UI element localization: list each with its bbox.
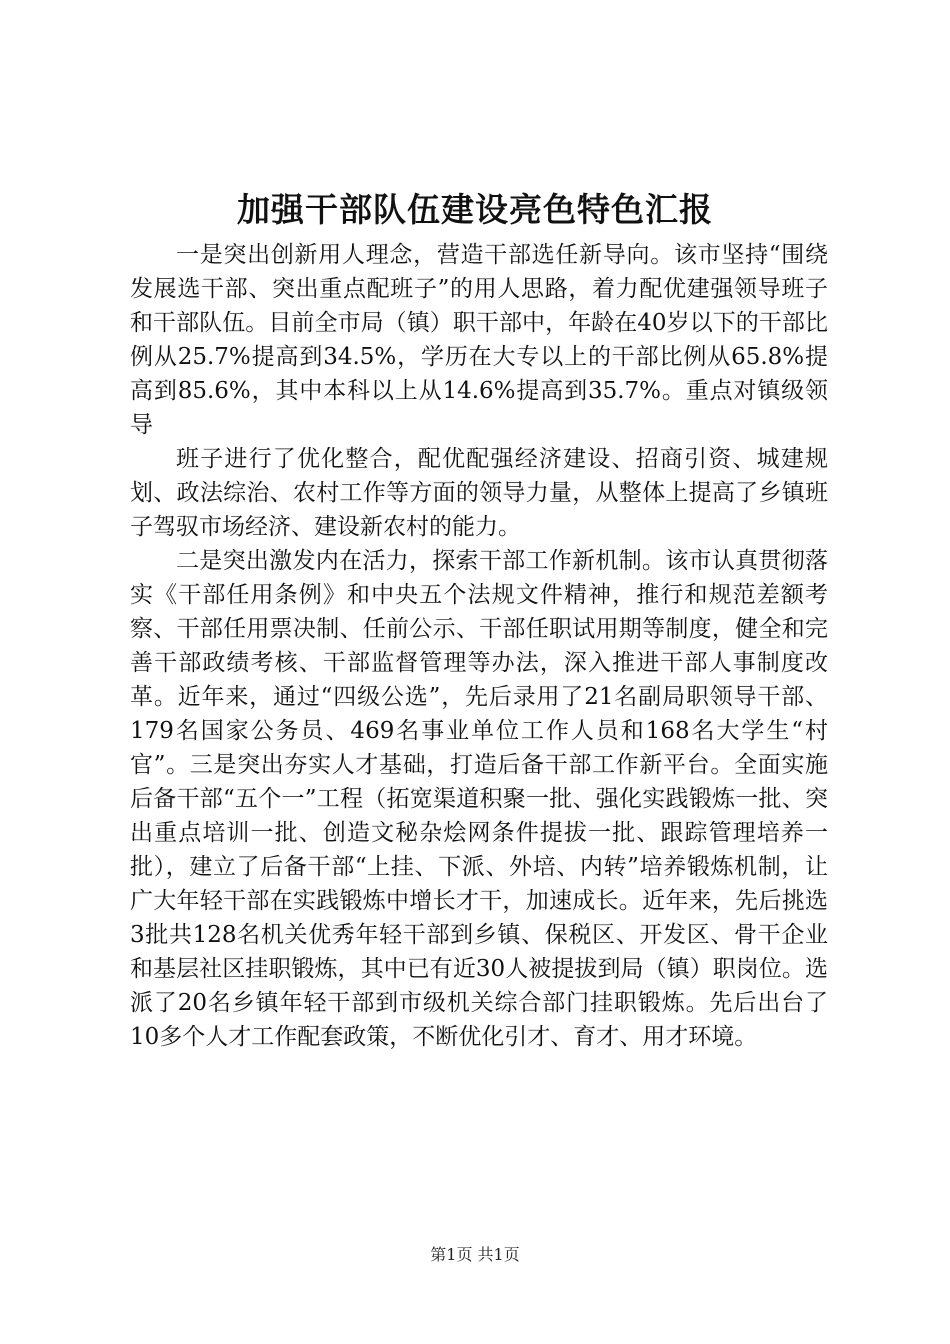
paragraph-1: 一是突出创新用人理念，营造干部选任新导向。该市坚持“围绕发展选干部、突出重点配班子”的用人思路，着力配优建强领导班子和干部队伍。目前全市局（镇）职干部中，年龄在40岁以下的干部比例从25.7%提高到34.5%，学历在大专以上的干部比例从65.8%提高到85.6%，其中本科以上从14.6%提高到35.7%。重点对镇级领导 xyxy=(130,242,828,438)
paragraph-3: 二是突出激发内在活力，探索干部工作新机制。该市认真贯彻落实《干部任用条例》和中央五个法规文件精神，推行和规范差额考察、干部任用票决制、任前公示、干部任职试用期等制度，健全和完善干部政绩考核、干部监督管理等办法，深入推进干部人事制度改革。近年来，通过“四级公选”，先后录用了21名副局职领导干部、179名国家公务员、469名事业单位工作人员和168名大学生“村官”。三是突出夯实人才基础，打造后备干部工作新平台。全面实施后备干部“五个一”工程（拓宽渠道积聚一批、强化实践锻炼一批、突出重点培训一批、创造文秘杂烩网条件提拔一批、跟踪管理培养一批），建立了后备干部“上挂、下派、外培、内转”培养锻炼机制，让广大年轻干部在实践锻炼中增长才干，加速成长。近年来，先后挑选3批共128名机关优秀年轻干部到乡镇、保税区、开发区、骨干企业和基层社区挂职锻炼，其中已有近30人被提拔到局（镇）职岗位。选派了20名乡镇年轻干部到市级机关综合部门挂职锻炼。先后出台了10多个人才工作配套政策，不断优化引才、育才、用才环境。 xyxy=(130,548,828,1050)
document-body xyxy=(130,238,828,1054)
document-title: 加强干部队伍建设亮色特色汇报 xyxy=(237,190,713,229)
page-footer: 第1页 共1页 xyxy=(430,1245,520,1264)
paragraph-2: 班子进行了优化整合，配优配强经济建设、招商引资、城建规划、政法综治、农村工作等方面的领导力量，从整体上提高了乡镇班子驾驭市场经济、建设新农村的能力。 xyxy=(130,446,828,540)
